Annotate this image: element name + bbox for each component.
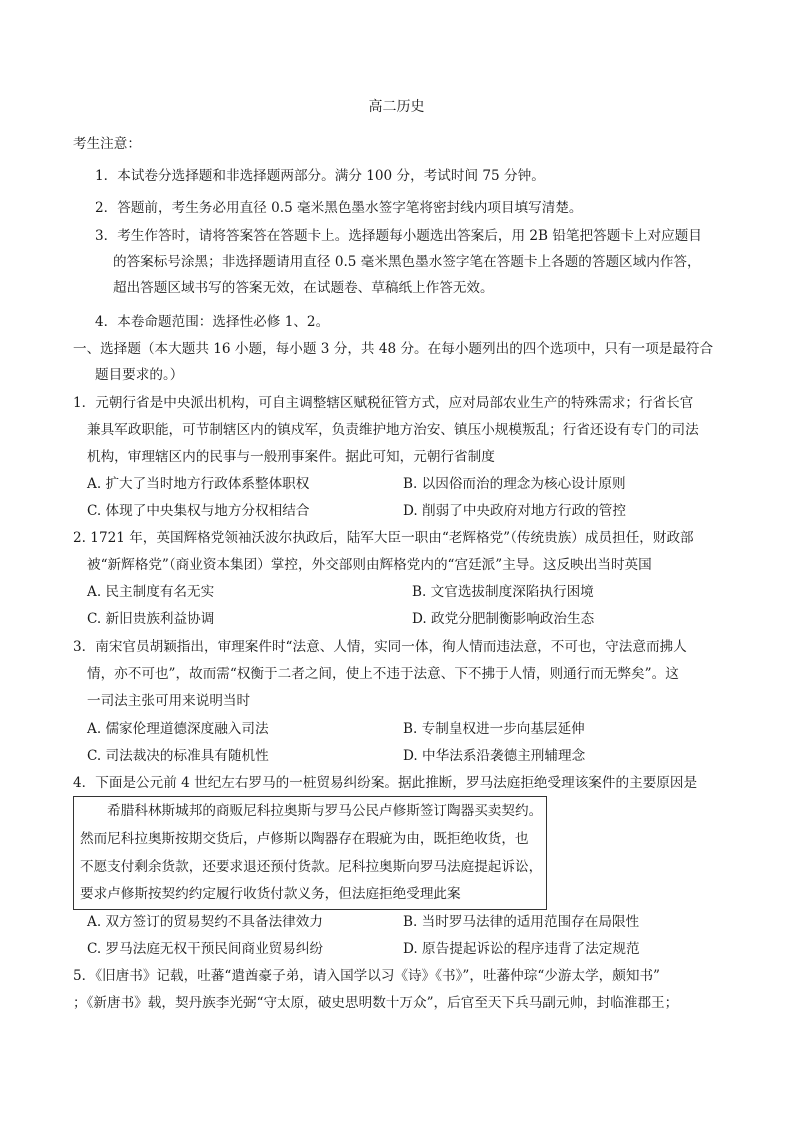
q3-option-a: A. 儒家伦理道德深度融入司法 [87, 721, 269, 737]
notice-heading: 考生注意： [73, 136, 141, 152]
q4-box-line-4: 要求卢修斯按契约约定履行收货付款义务，但法庭拒绝受理此案 [80, 886, 461, 902]
q1-stem-line-3: 机构，审理辖区内的民事与一般刑事案件。据此可知，元朝行省制度 [87, 449, 495, 465]
q4-source-box [73, 796, 547, 910]
q4-option-d: D. 原告提起诉讼的程序违背了法定规范 [403, 941, 640, 957]
q1-stem-line-2: 兼具军政职能，可节制辖区内的镇戍军，负责维护地方治安、镇压小规模叛乱；行省还设有专门的司法 [87, 422, 699, 438]
notice-item-1: 1．本试卷分选择题和非选择题两部分。满分 100 分，考试时间 75 分钟。 [95, 168, 545, 184]
notice-item-3-cont-1: 的答案标号涂黑；非选择题请用直径 0.5 毫米黑色墨水签字笔在答题卡上各题的答题区域内作答， [113, 254, 701, 270]
q3-option-b: B. 专制皇权进一步向基层延伸 [403, 721, 585, 737]
q1-option-a: A. 扩大了当时地方行政体系整体职权 [87, 476, 310, 492]
section-heading: 一、选择题（本大题共 16 小题，每小题 3 分，共 48 分。在每小题列出的四个选项中，只有一项是最符合 [73, 341, 714, 357]
q4-option-a: A. 双方签订的贸易契约不具备法律效力 [87, 914, 323, 930]
q1-option-d: D. 削弱了中央政府对地方行政的管控 [403, 503, 626, 519]
notice-item-4: 4．本卷命题范围：选择性必修 1、2。 [95, 314, 330, 330]
notice-item-2: 2．答题前，考生务必用直径 0.5 毫米黑色墨水签字笔将密封线内项目填写清楚。 [95, 200, 583, 216]
q2-stem-line-2: 被“新辉格党”（商业资本集团）掌控，外交部则由辉格党内的“宫廷派”主导。这反映出当时英国 [87, 557, 652, 573]
q3-stem-line-3: 一司法主张可用来说明当时 [87, 693, 251, 709]
q3-option-d: D. 中华法系沿袭德主刑辅理念 [403, 748, 586, 764]
q2-option-b: B. 文官选拔制度深陷执行困境 [412, 584, 594, 600]
q4-box-line-2: 然而尼科拉奥斯按期交货后，卢修斯以陶器存在瑕疵为由，既拒绝收货，也 [80, 831, 529, 847]
q5-stem-line-1: 5．《旧唐书》记载，吐蕃“遣酋豪子弟，请入国学以习《诗》《书》”，吐蕃仲琮“少游太学，颇知书” [73, 968, 660, 984]
q4-stem: 4．下面是公元前 4 世纪左右罗马的一桩贸易纠纷案。据此推断，罗马法庭拒绝受理该案件的主要原因是 [73, 775, 698, 791]
page-title: 高二历史 [368, 99, 425, 115]
section-heading-cont: 题目要求的。） [95, 367, 184, 383]
q2-option-a: A. 民主制度有名无实 [87, 584, 215, 600]
q1-option-c: C. 体现了中央集权与地方分权相结合 [87, 503, 310, 519]
q2-option-c: C. 新旧贵族利益协调 [87, 611, 215, 627]
q4-box-line-3: 不愿支付剩余货款，还要求退还预付货款。尼科拉奥斯向罗马法庭提起诉讼， [80, 859, 543, 875]
q5-stem-line-2: ；《新唐书》载，契丹族李光弼“守太原，破史思明数十万众”，后官至天下兵马副元帅，封临淮郡王； [73, 995, 679, 1011]
q2-option-d: D. 政党分肥制衡影响政治生态 [412, 611, 595, 627]
q3-stem-line-1: 3．南宋官员胡颖指出，审理案件时“法意、人情，实同一体，徇人情而违法意，不可也，守法意而拂人 [73, 639, 687, 655]
notice-item-3: 3．考生作答时，请将答案答在答题卡上。选择题每小题选出答案后，用 2B 铅笔把答题卡上对应题目 [95, 228, 702, 244]
q1-stem-line-1: 1．元朝行省是中央派出机构，可自主调整辖区赋税征管方式，应对局部农业生产的特殊需求；行省长官 [73, 395, 694, 411]
notice-item-3-cont-2: 超出答题区域书写的答案无效，在试题卷、草稿纸上作答无效。 [113, 280, 494, 296]
q3-option-c: C. 司法裁决的标准具有随机性 [87, 748, 269, 764]
q4-box-line-1: 希腊科林斯城邦的商贩尼科拉奥斯与罗马公民卢修斯签订陶器买卖契约。 [80, 803, 543, 819]
q3-stem-line-2: 情，亦不可也”，故而需“权衡于二者之间，使上不违于法意、下不拂于人情，则通行而无弊矣”。这 [87, 666, 679, 682]
q2-stem-line-1: 2. 1721 年，英国辉格党领袖沃波尔执政后，陆军大臣一职由“老辉格党”（传统贵族）成员担任，财政部 [73, 530, 694, 546]
q1-option-b: B. 以因俗而治的理念为核心设计原则 [403, 476, 626, 492]
q4-option-b: B. 当时罗马法律的适用范围存在局限性 [403, 914, 640, 930]
q4-option-c: C. 罗马法庭无权干预民间商业贸易纠纷 [87, 941, 324, 957]
